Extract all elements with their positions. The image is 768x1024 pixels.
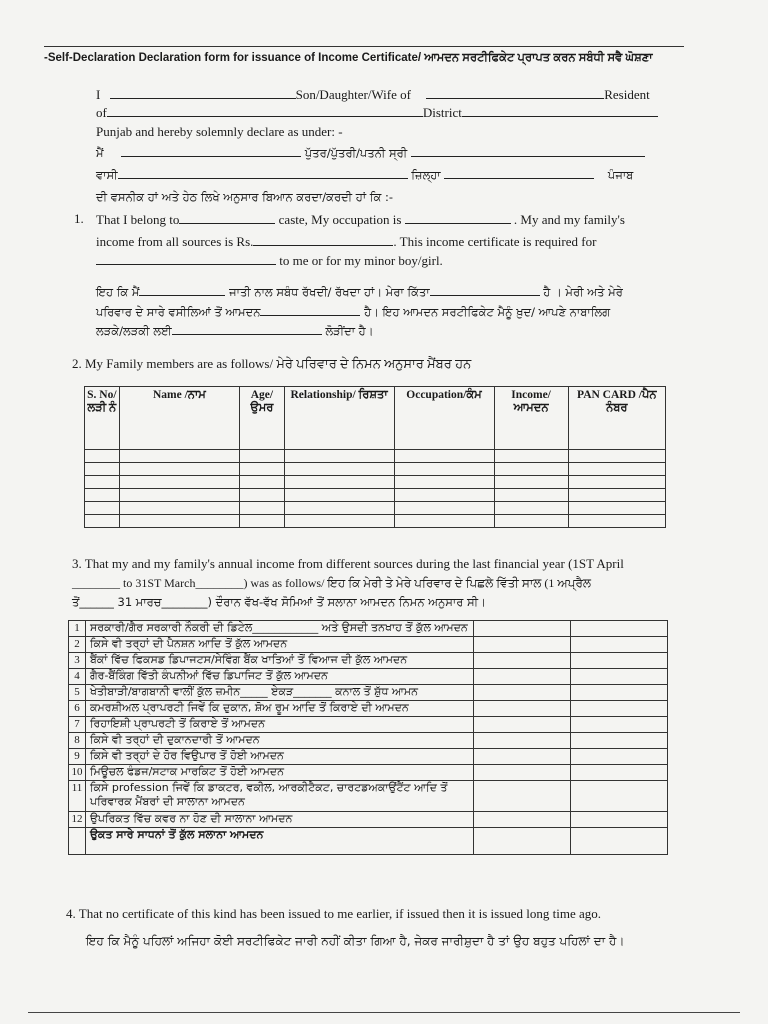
- pa-district-blank[interactable]: [444, 166, 594, 179]
- pa-declare: ਦੀ ਵਸਨੀਕ ਹਾਂ ਅਤੇ ਹੇਠ ਲਿਖੇ ਅਨੁਸਾਰ ਬਿਆਨ ਕਰਦਾ/ਕਰਦੀ ਹਾਂ ਕਿ :-: [96, 190, 393, 204]
- income-value-cell[interactable]: [474, 653, 571, 669]
- income-value-cell[interactable]: [571, 749, 668, 765]
- item1-pa-line-3: [96, 322, 373, 339]
- pa-father-blank[interactable]: [411, 144, 645, 157]
- pa-occupation-blank[interactable]: [430, 283, 540, 296]
- table-row[interactable]: [69, 812, 668, 828]
- row-number: 1: [69, 621, 86, 637]
- pa-item1-e: ਹੈ। ਇਹ ਆਮਦਨ ਸਰਟੀਫਿਕੇਟ ਮੈਨੂੰ ਖ਼ੁਦ/ ਆਪਣੇ ਨਾਬਾਲਿਗ: [364, 305, 611, 319]
- decl-of: of: [96, 105, 107, 120]
- income-source-label: ਬੈਂਕਾਂ ਵਿੱਚ ਫਿਕਸਡ ਡਿਪਾਜਟਸ/ਸੇਵਿੰਗ ਬੈਂਕ ਖਾਤਿਆਂ ਤੋਂ ਵਿਆਜ ਦੀ ਕੁੱਲ ਆਮਦਨ: [85, 653, 473, 669]
- table-row[interactable]: [69, 765, 668, 781]
- income-value-cell[interactable]: [571, 812, 668, 828]
- income-source-label: ਰਿਹਾਇਸ਼ੀ ਪ੍ਰਾਪਰਟੀ ਤੋਂ ਕਿਰਾਏ ਤੋਂ ਆਮਦਨ: [85, 717, 473, 733]
- income-value-cell[interactable]: [474, 717, 571, 733]
- bottom-rule: [28, 1012, 740, 1013]
- row-number: 10: [69, 765, 86, 781]
- decl-district: District: [422, 105, 462, 120]
- income-value-cell[interactable]: [474, 701, 571, 717]
- pa-item1-a: ਇਹ ਕਿ ਮੈਂ: [96, 285, 140, 299]
- item1-minor: to me or for my minor boy/girl.: [279, 253, 443, 268]
- pa-punjab: ਪੰਜਾਬ: [607, 168, 634, 182]
- item1-belong: That I belong to: [96, 212, 180, 227]
- income-value-cell[interactable]: [571, 717, 668, 733]
- table-row[interactable]: [85, 502, 666, 515]
- income-value-cell[interactable]: [571, 621, 668, 637]
- table-row[interactable]: [85, 489, 666, 502]
- col-age: Age/ ਉਮਰ: [240, 387, 285, 450]
- decl-line-1: [96, 86, 650, 103]
- pa-income-blank[interactable]: [260, 303, 360, 316]
- item4-english: 4. That no certificate of this kind has been issued to me earlier, if issued then it is issued long time ago.: [66, 906, 602, 921]
- item3-line-1: 3. That my and my family's annual income from different sources during the last financial year (1ST April: [72, 556, 624, 571]
- item1-line-1: [96, 211, 625, 228]
- title-rule: [44, 46, 684, 47]
- pa-address-blank[interactable]: [118, 166, 408, 179]
- name-blank[interactable]: [110, 86, 296, 99]
- row-number: 5: [69, 685, 86, 701]
- decl-resident: Resident: [604, 87, 650, 102]
- table-row[interactable]: [69, 733, 668, 749]
- row-number: [69, 828, 86, 855]
- pa-putar: ਪੁੱਤਰ/ਪੁੱਤਰੀ/ਪਤਨੀ ਸ੍ਰੀ: [304, 146, 408, 160]
- income-value-cell[interactable]: [571, 637, 668, 653]
- income-value-cell[interactable]: [571, 733, 668, 749]
- table-row[interactable]: [69, 637, 668, 653]
- row-number: 11: [69, 781, 86, 812]
- row-number: 9: [69, 749, 86, 765]
- row-number: 4: [69, 669, 86, 685]
- row-number: 12: [69, 812, 86, 828]
- item2-heading: 2. My Family members are as follows/ ਮੇਰੇ ਪਰਿਵਾਰ ਦੇ ਨਿਮਨ ਅਨੁਸਾਰ ਮੈਂਬਰ ਹਨ: [72, 356, 472, 371]
- purpose-blank[interactable]: [96, 252, 276, 265]
- pa-line-1: [96, 144, 645, 161]
- item1-line-2: [96, 233, 596, 250]
- item1-pa-line-2: [96, 303, 610, 320]
- income-source-label: ਉਪਰਿਕਤ ਵਿੱਚ ਕਵਰ ਨਾ ਹੋਣ ਦੀ ਸਾਲਾਨਾ ਆਮਦਨ: [85, 812, 473, 828]
- form-title: -Self-Declaration Declaration form for issuance of Income Certificate/ ਆਮਦਨ ਸਰਟੀਫਿਕੇਟ ਪ੍ਰਾਪਤ ਕਰਨ ਸਬੰਧੀ ਸਵੈ ਘੋਸ਼ਣਾ: [44, 52, 653, 64]
- income-source-label: ਉਕਤ ਸਾਰੇ ਸਾਧਨਾਂ ਤੋਂ ਕੁੱਲ ਸਲਾਨਾ ਆਮਦਨ: [85, 828, 473, 855]
- row-number: 3: [69, 653, 86, 669]
- income-source-label: ਖੇਤੀਬਾੜੀ/ਬਾਗਬਾਨੀ ਵਾਲੀਂ ਕੁੱਲ ਜ਼ਮੀਨ_____ ਏਕੜ_______ ਕਨਾਲ ਤੋਂ ਸ਼ੁੱਧ ਆਮਨ: [85, 685, 473, 701]
- pa-main: ਮੈਂ: [96, 146, 104, 160]
- item1-required: . This income certificate is required for: [393, 234, 597, 249]
- income-value-cell[interactable]: [474, 733, 571, 749]
- pa-item1-f: ਲੜਕੇ/ਲੜਕੀ ਲਈ: [96, 324, 172, 338]
- income-value-cell[interactable]: [474, 812, 571, 828]
- item1-num: 1.: [74, 211, 84, 226]
- income-value-cell[interactable]: [474, 781, 571, 812]
- item3-line-3: ਤੋਂ______ 31 ਮਾਰਚ________) ਦੌਰਾਨ ਵੱਖ-ਵੱਖ ਸੋਮਿਆਂ ਤੋਂ ਸਲਾਨਾ ਆਮਦਨ ਨਿਮਨ ਅਨੁਸਾਰ ਸੀ।: [72, 595, 486, 609]
- item4-punjabi: ਇਹ ਕਿ ਮੈਨੂੰ ਪਹਿਲਾਂ ਅਜਿਹਾ ਕੋਈ ਸਰਟੀਫਿਕੇਟ ਜਾਰੀ ਨਹੀਂ ਕੀਤਾ ਗਿਆ ਹੈ, ਜੇਕਰ ਜਾਰੀਸ਼ੁਦਾ ਹੈ ਤਾਂ ਉਹ ਬਹੁਤ ਪਹਿਲਾਂ ਦਾ ਹੈ।: [86, 934, 625, 948]
- income-value-cell[interactable]: [571, 765, 668, 781]
- income-value-cell[interactable]: [474, 749, 571, 765]
- table-row[interactable]: [69, 669, 668, 685]
- table-row[interactable]: [69, 828, 668, 855]
- caste-blank[interactable]: [179, 211, 275, 224]
- income-sources-table: [68, 620, 668, 855]
- item3-line-2: ________ to 31ST March________) was as follows/ ਇਹ ਕਿ ਮੇਰੀ ਤੇ ਮੇਰੇ ਪਰਿਵਾਰ ਦੇ ਪਿਛਲੇ ਵਿੱਤੀ ਸਾਲ (1 ਅਪ੍ਰੈਲ: [72, 576, 592, 590]
- income-value-cell[interactable]: [571, 669, 668, 685]
- income-value-cell[interactable]: [474, 637, 571, 653]
- table-row[interactable]: [69, 749, 668, 765]
- income-source-label: ਕਿਸੇ profession ਜਿਵੇਂ ਕਿ ਡਾਕਟਰ, ਵਕੀਲ, ਆਰਕੀਟੈਕਟ, ਚਾਰਟਡਅਕਾਉਂਟੈਂਟ ਆਦਿ ਤੋਂ ਪਰਿਵਾਰਕ ਮੈਂਬਰਾਂ ਦੀ ਸਾਲਾਨਾ ਆਮਦਨ: [85, 781, 473, 812]
- table-row[interactable]: [85, 476, 666, 489]
- table-row[interactable]: [69, 653, 668, 669]
- col-occupation: Occupation/ਕੰਮ: [394, 387, 494, 450]
- district-blank[interactable]: [462, 104, 658, 117]
- pa-zila: ਜ਼ਿਲ੍ਹਾ: [411, 168, 441, 182]
- pa-item1-d: ਪਰਿਵਾਰ ਦੇ ਸਾਰੇ ਵਸੀਲਿਆਂ ਤੋਂ ਆਮਦਨ: [96, 305, 261, 319]
- col-income: Income/ ਆਮਦਨ: [494, 387, 568, 450]
- occupation-blank[interactable]: [405, 211, 511, 224]
- income-source-label: ਗੈਰ-ਬੈਂਕਿੰਗ ਵਿੱਤੀ ਕੰਪਨੀਆਂ ਵਿੱਚ ਡਿਪਾਜਿਟ ਤੋਂ ਕੁੱਲ ਆਮਦਨ: [85, 669, 473, 685]
- table-row[interactable]: [85, 450, 666, 463]
- income-source-label: ਕਿਸੇ ਵੀ ਤਰ੍ਹਾਂ ਦੇ ਹੋਰ ਵਿਉਪਾਰ ਤੋਂ ਹੋਈ ਆਮਦਨ: [85, 749, 473, 765]
- income-source-label: ਕਮਰਸ਼ੀਅਲ ਪ੍ਰਾਪਰਟੀ ਜਿਵੇਂ ਕਿ ਦੁਕਾਨ, ਸ਼ੋਅ ਰੂਮ ਆਦਿ ਤੋਂ ਕਿਰਾਏ ਦੀ ਆਮਦਨ: [85, 701, 473, 717]
- col-pan: PAN CARD /ਪੈਨ ਨੰਬਰ: [568, 387, 665, 450]
- pa-purpose-blank[interactable]: [172, 322, 322, 335]
- address-blank[interactable]: [107, 104, 423, 117]
- pa-vasi: ਵਾਸੀ: [96, 168, 118, 182]
- col-relationship: Relationship/ ਰਿਸ਼ਤਾ: [284, 387, 394, 450]
- col-name: Name /ਨਾਮ: [119, 387, 239, 450]
- income-source-label: ਸਰਕਾਰੀ/ਗੈਰ ਸਰਕਾਰੀ ਨੌਕਰੀ ਦੀ ਡਿਟੇਲ____________ ਅਤੇ ਉਸਦੀ ਤਨਖਾਹ ਤੋਂ ਕੁੱਲ ਆਮਦਨ: [85, 621, 473, 637]
- family-members-table: [84, 386, 666, 528]
- col-sno: S. No/ ਲੜੀ ਨੰ: [85, 387, 120, 450]
- table-row[interactable]: [69, 781, 668, 812]
- pa-item1-b: ਜਾਤੀ ਨਾਲ ਸਬੰਧ ਰੱਖਦੀ/ ਰੱਖਦਾ ਹਾਂ। ਮੇਰਾ ਕਿੱਤਾ: [229, 285, 430, 299]
- income-source-label: ਕਿਸੇ ਵੀ ਤਰ੍ਹਾਂ ਦੀ ਪੈਨਸ਼ਨ ਆਦਿ ਤੋਂ ਕੁੱਲ ਆਮਦਨ: [85, 637, 473, 653]
- income-value-cell[interactable]: [474, 621, 571, 637]
- income-value-cell[interactable]: [571, 653, 668, 669]
- item1-pa-line-1: [96, 283, 623, 300]
- decl-i: I: [96, 87, 101, 102]
- income-value-cell[interactable]: [474, 765, 571, 781]
- row-number: 2: [69, 637, 86, 653]
- income-value-cell[interactable]: [474, 669, 571, 685]
- table-row[interactable]: [85, 515, 666, 528]
- income-value-cell[interactable]: [474, 828, 571, 855]
- item1-line-3: [96, 252, 443, 269]
- father-name-blank[interactable]: [426, 86, 604, 99]
- item1-family: . My and my family's: [513, 212, 625, 227]
- income-source-label: ਮਿਊਚਲ ਫੰਡਜ/ਸਟਾਕ ਮਾਰਕਿਟ ਤੋਂ ਹੋਈ ਆਮਦਨ: [85, 765, 473, 781]
- income-value-cell[interactable]: [474, 685, 571, 701]
- table-row[interactable]: [69, 685, 668, 701]
- row-number: 6: [69, 701, 86, 717]
- income-value-cell[interactable]: [571, 701, 668, 717]
- pa-name-blank[interactable]: [121, 144, 301, 157]
- table-row[interactable]: [69, 701, 668, 717]
- item1-income: income from all sources is Rs.: [96, 234, 254, 249]
- pa-caste-blank[interactable]: [139, 283, 225, 296]
- decl-punjab: Punjab and hereby solemnly declare as under: -: [96, 124, 343, 139]
- table-row[interactable]: [69, 621, 668, 637]
- item1-occupation: caste, My occupation is: [278, 212, 402, 227]
- decl-son: Son/Daughter/Wife of: [295, 87, 411, 102]
- income-blank[interactable]: [253, 233, 393, 246]
- decl-line-2: [96, 104, 658, 121]
- row-number: 7: [69, 717, 86, 733]
- pa-item1-g: ਲੋੜੀਂਦਾ ਹੈ।: [325, 324, 374, 338]
- row-number: 8: [69, 733, 86, 749]
- family-table-header: [85, 387, 666, 450]
- pa-line-2: [96, 166, 633, 183]
- income-value-cell[interactable]: [571, 828, 668, 855]
- income-value-cell[interactable]: [571, 685, 668, 701]
- table-row[interactable]: [69, 717, 668, 733]
- pa-item1-c: ਹੈ । ਮੇਰੀ ਅਤੇ ਮੇਰੇ: [543, 285, 623, 299]
- income-value-cell[interactable]: [571, 781, 668, 812]
- income-source-label: ਕਿਸੇ ਵੀ ਤਰ੍ਹਾਂ ਦੀ ਦੁਕਾਨਦਾਰੀ ਤੋਂ ਆਮਦਨ: [85, 733, 473, 749]
- table-row[interactable]: [85, 463, 666, 476]
